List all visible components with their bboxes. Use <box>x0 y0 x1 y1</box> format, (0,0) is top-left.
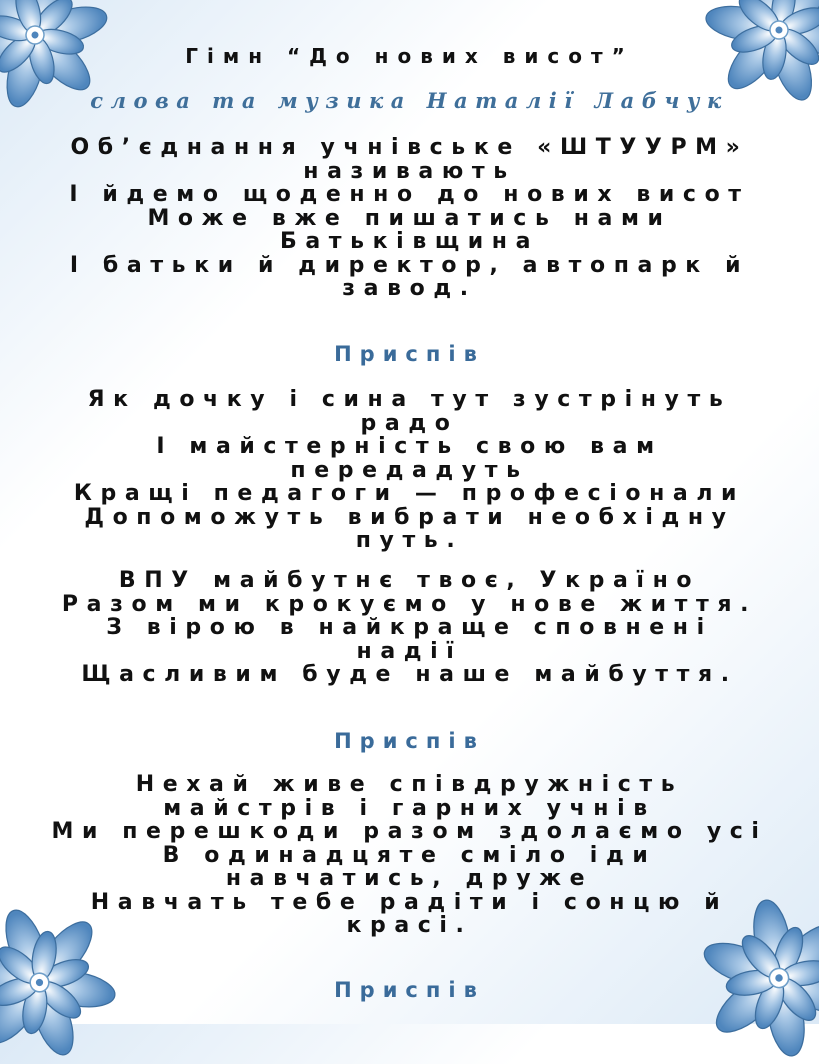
lyric-line: Кращі педагоги — професіонали <box>73 481 746 506</box>
lyric-line: І йдемо щоденно до нових висот <box>69 182 750 207</box>
song-author: слова та музика Наталії Лабчук <box>90 88 729 113</box>
chorus-label: Приспів <box>334 978 485 1002</box>
lyric-line: Ми перешкоди разом здолаємо усі <box>51 819 768 844</box>
lyric-line: І батьки й директор, автопарк й завод. <box>69 252 750 301</box>
lyric-line: Допоможуть вибрати необхідну путь. <box>84 504 735 553</box>
chorus-label: Приспів <box>334 342 485 366</box>
stanza-2 <box>46 388 773 553</box>
song-title: Гімн “До нових висот” <box>185 44 634 68</box>
chorus-label: Приспів <box>334 729 485 753</box>
lyric-line: І майстерність свою вам передадуть <box>156 434 663 483</box>
lyric-line: Нехай живе співдружність майстрів і гарних учнів <box>135 772 684 821</box>
lyric-line: З вірою в найкраще сповнені надії <box>106 615 713 664</box>
lyric-line: Може вже пишатись нами Батьківщина <box>147 205 672 254</box>
lyric-line: В одинадцяте сміло іди навчатись, друже <box>162 842 657 891</box>
stanza-3 <box>46 569 773 687</box>
lyric-line: Об’єднання учнівське «ШТУУРМ» називають <box>70 135 749 184</box>
stanza-1 <box>46 136 773 301</box>
lyric-line: Разом ми крокуємо у нове життя. <box>61 591 758 617</box>
stanza-4 <box>46 773 773 938</box>
lyric-line: Навчать тебе радіти і сонцю й красі. <box>90 889 729 938</box>
lyric-line: ВПУ майбутнє твоє, Україно <box>118 568 701 593</box>
lyric-line: Щасливим буде наше майбуття. <box>81 662 738 687</box>
lyric-line: Як дочку і сина тут зустрінуть радо <box>87 387 732 436</box>
